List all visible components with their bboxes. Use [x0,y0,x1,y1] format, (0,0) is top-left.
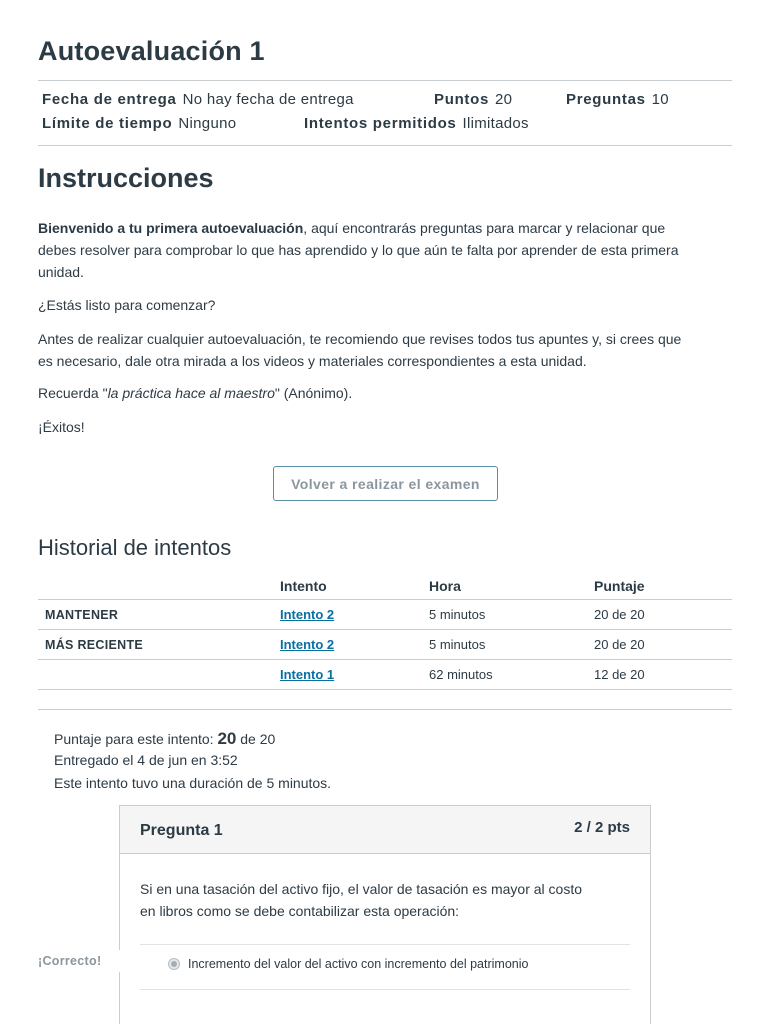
instructions-title: Instrucciones [38,163,214,193]
allowed-attempts-label: Intentos permitidos [304,115,457,132]
attempt-link[interactable]: Intento 1 [280,667,335,682]
question-text: Si en una tasación del activo fijo, el valor de tasación es mayor al costo en libros como se debe contabilizar esta operación: [140,881,583,919]
column-header-attempt: Intento [280,578,327,594]
quote-italic: la práctica hace al maestro [107,385,275,401]
instructions-paragraph-1: Bienvenido a tu primera autoevaluación, aquí encontrarás preguntas para marcar y relacionar que debes resolver para comprobar lo que has aprendido y lo que aún te falta por aprender de esta primera unidad. [38,220,679,280]
allowed-attempts [304,115,529,132]
question-card [119,805,651,1024]
instructions-paragraph-3: Antes de realizar cualquier autoevaluación, te recomiendo que revises todos tus apuntes y, si crees que es necesario, dale otra mirada a los videos y materiales correspondientes a esta unidad. [38,331,682,369]
time-limit-label: Límite de tiempo [42,115,173,132]
page-title: Autoevaluación 1 [38,36,265,66]
divider [38,80,732,81]
attempt-duration: Este intento tuvo una duración de 5 minutos. [54,775,332,791]
question-title: Pregunta 1 [140,822,223,839]
correct-answer-flag: ¡Correcto! [34,950,124,972]
questions-count [566,91,669,108]
welcome-bold-text: Bienvenido a tu primera autoevaluación [38,220,304,236]
question-points: 2 / 2 pts [574,819,630,836]
questions-value: 10 [651,91,669,108]
due-date [42,91,354,108]
attempt-link[interactable]: Intento 2 [280,637,335,652]
column-header-time: Hora [429,578,461,594]
table-row [38,630,732,660]
attempt-time: 5 minutos [429,637,486,652]
time-limit [42,115,236,132]
column-header-score: Puntaje [594,578,645,594]
answer-divider [140,944,630,945]
table-row [38,660,732,690]
attempt-score: 12 de 20 [594,667,645,682]
questions-label: Preguntas [566,91,646,108]
points-label: Puntos [434,91,490,108]
row-label: MANTENER [45,607,119,622]
answer-divider [140,989,630,990]
points-value: 20 [495,91,513,108]
question-header [120,806,650,854]
answer-option [168,957,528,971]
submitted-date: Entregado el 4 de jun en 3:52 [54,752,238,768]
points [434,91,512,108]
allowed-attempts-value: Ilimitados [462,115,529,132]
attempt-score-summary: Puntaje para este intento: 20 de 20 [54,729,276,748]
time-limit-value: Ninguno [178,115,237,132]
attempt-time: 62 minutos [429,667,493,682]
attempt-time: 5 minutos [429,607,486,622]
retake-quiz-button[interactable]: Volver a realizar el examen [273,466,498,501]
row-label: MÁS RECIENTE [45,637,144,652]
radio-selected-icon [168,958,180,970]
due-date-label: Fecha de entrega [42,91,177,108]
instructions-paragraph-2: ¿Estás listo para comenzar? [38,297,216,313]
attempt-score: 20 de 20 [594,637,645,652]
table-row [38,600,732,630]
answer-text: Incremento del valor del activo con incremento del patrimonio [188,957,529,971]
attempt-link[interactable]: Intento 2 [280,607,335,622]
attempt-score-value: 20 [217,729,237,748]
attempt-score: 20 de 20 [594,607,645,622]
attempt-history-title: Historial de intentos [38,535,232,560]
attempt-history-table [38,573,732,690]
instructions-paragraph-5: ¡Éxitos! [38,419,85,435]
instructions-paragraph-4: Recuerda "la práctica hace al maestro" (Anónimo). [38,385,353,401]
due-date-value: No hay fecha de entrega [182,91,354,108]
divider [38,145,732,146]
divider [38,709,732,710]
table-header-row [38,573,732,600]
